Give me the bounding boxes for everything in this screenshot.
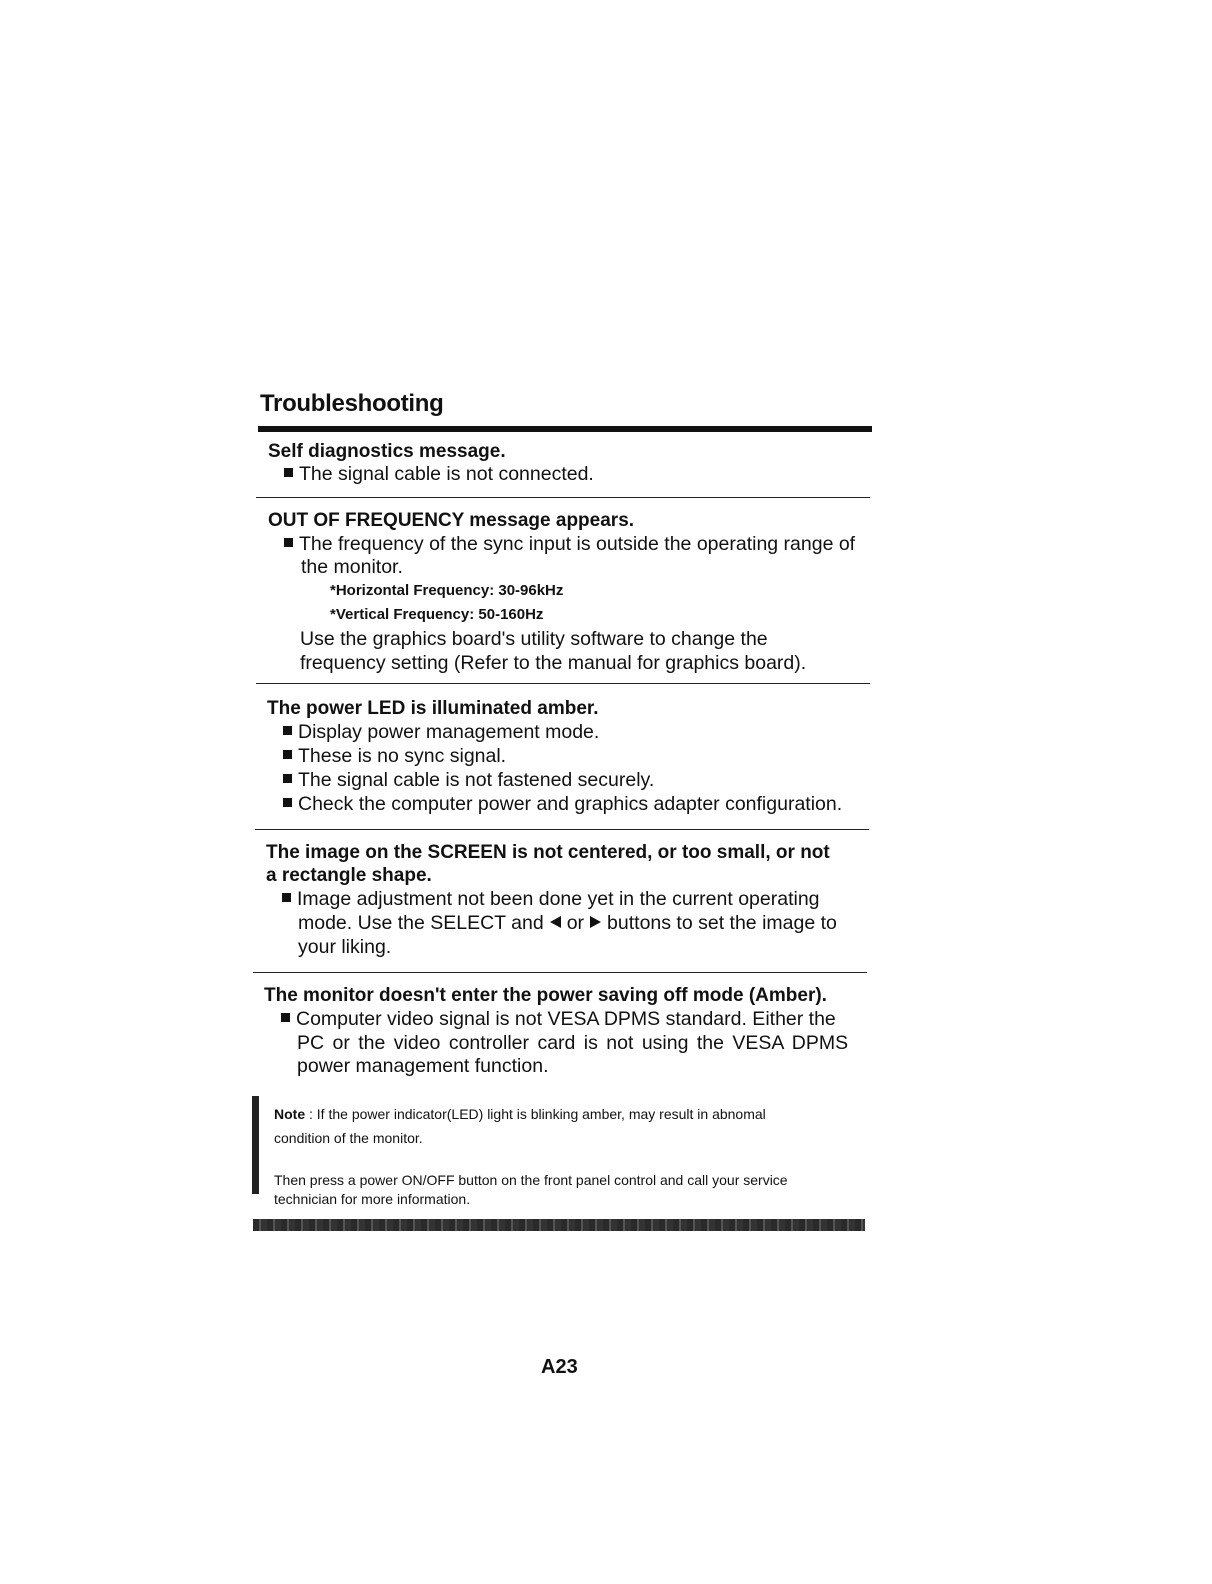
bullet-icon [283, 798, 292, 807]
bottom-rule [253, 1219, 865, 1231]
bullet-icon [282, 893, 291, 902]
vertical-frequency-spec: *Vertical Frequency: 50-160Hz [330, 606, 544, 623]
note-line-3: Then press a power ON/OFF button on the front panel control and call your service [274, 1172, 788, 1188]
section-3-heading: The power LED is illuminated amber. [267, 698, 599, 719]
section-4-line-2-end: buttons to set the image to [607, 912, 837, 934]
note-bar [252, 1096, 259, 1194]
page-title: Troubleshooting [260, 390, 444, 417]
bullet-icon [284, 468, 293, 477]
section-divider [256, 497, 870, 498]
section-5-bullet-line-2: PC or the video controller card is not using the VESA DPMS [297, 1032, 849, 1054]
section-2-text-line-1: Use the graphics board's utility software to change the [300, 628, 768, 650]
section-2-heading: OUT OF FREQUENCY message appears. [268, 510, 635, 531]
triangle-right-icon [590, 916, 601, 928]
section-3-bullet-1 [283, 721, 599, 744]
bullet-icon [283, 726, 292, 735]
section-4-bullet-line-1-text: Image adjustment not been done yet in the current operating [297, 888, 820, 910]
section-3-bullet-3-text: The signal cable is not fastened securely. [298, 769, 655, 791]
section-3-bullet-3 [283, 769, 654, 792]
section-4-heading-line-1: The image on the SCREEN is not centered, or too small, or not [266, 842, 830, 863]
section-4-bullet-line-2 [298, 912, 837, 935]
section-divider [256, 683, 870, 684]
section-divider [255, 829, 869, 830]
note-line-2: condition of the monitor. [274, 1130, 423, 1146]
horizontal-frequency-spec: *Horizontal Frequency: 30-96kHz [330, 582, 564, 599]
note-line-1-text: : If the power indicator(LED) light is blinking amber, may result in abnomal [305, 1106, 766, 1122]
section-4-line-2-or: or [566, 912, 585, 934]
section-5-bullet-line-1 [281, 1008, 836, 1031]
page-number: A23 [541, 1356, 578, 1378]
section-3-bullet-4 [283, 793, 842, 816]
section-2-text-line-2: frequency setting (Refer to the manual for graphics board). [300, 652, 807, 674]
note-line-1 [274, 1106, 766, 1122]
bullet-icon [283, 750, 292, 759]
section-4-bullet-line-1 [282, 888, 820, 911]
section-4-line-2-start: mode. Use the SELECT and [298, 912, 544, 934]
section-divider [253, 972, 867, 973]
section-2-bullet-line-1 [284, 533, 855, 556]
note-line-4: technician for more information. [274, 1191, 471, 1207]
note-label: Note [274, 1106, 306, 1122]
section-4-heading-line-2: a rectangle shape. [266, 865, 432, 886]
triangle-left-icon [550, 916, 561, 928]
section-3-bullet-2 [283, 745, 506, 768]
bullet-icon [281, 1013, 290, 1022]
bullet-icon [284, 538, 293, 547]
bullet-icon [283, 774, 292, 783]
section-1-heading: Self diagnostics message. [268, 441, 506, 462]
section-3-bullet-4-text: Check the computer power and graphics adapter configuration. [298, 793, 843, 815]
section-5-heading: The monitor doesn't enter the power saving off mode (Amber). [264, 985, 827, 1006]
section-1-bullet-1 [284, 463, 594, 486]
section-1-bullet-1-text: The signal cable is not connected. [299, 463, 594, 485]
section-5-bullet-line-3: power management function. [297, 1055, 549, 1077]
section-3-bullet-1-text: Display power management mode. [298, 721, 600, 743]
section-2-bullet-line-1-text: The frequency of the sync input is outside the operating range of [299, 533, 856, 555]
section-3-bullet-2-text: These is no sync signal. [298, 745, 507, 767]
title-rule [258, 426, 872, 432]
section-2-bullet-line-2: the monitor. [301, 556, 403, 578]
section-4-bullet-line-3: your liking. [298, 936, 392, 958]
section-5-bullet-line-1-text: Computer video signal is not VESA DPMS standard. Either the [296, 1008, 836, 1030]
